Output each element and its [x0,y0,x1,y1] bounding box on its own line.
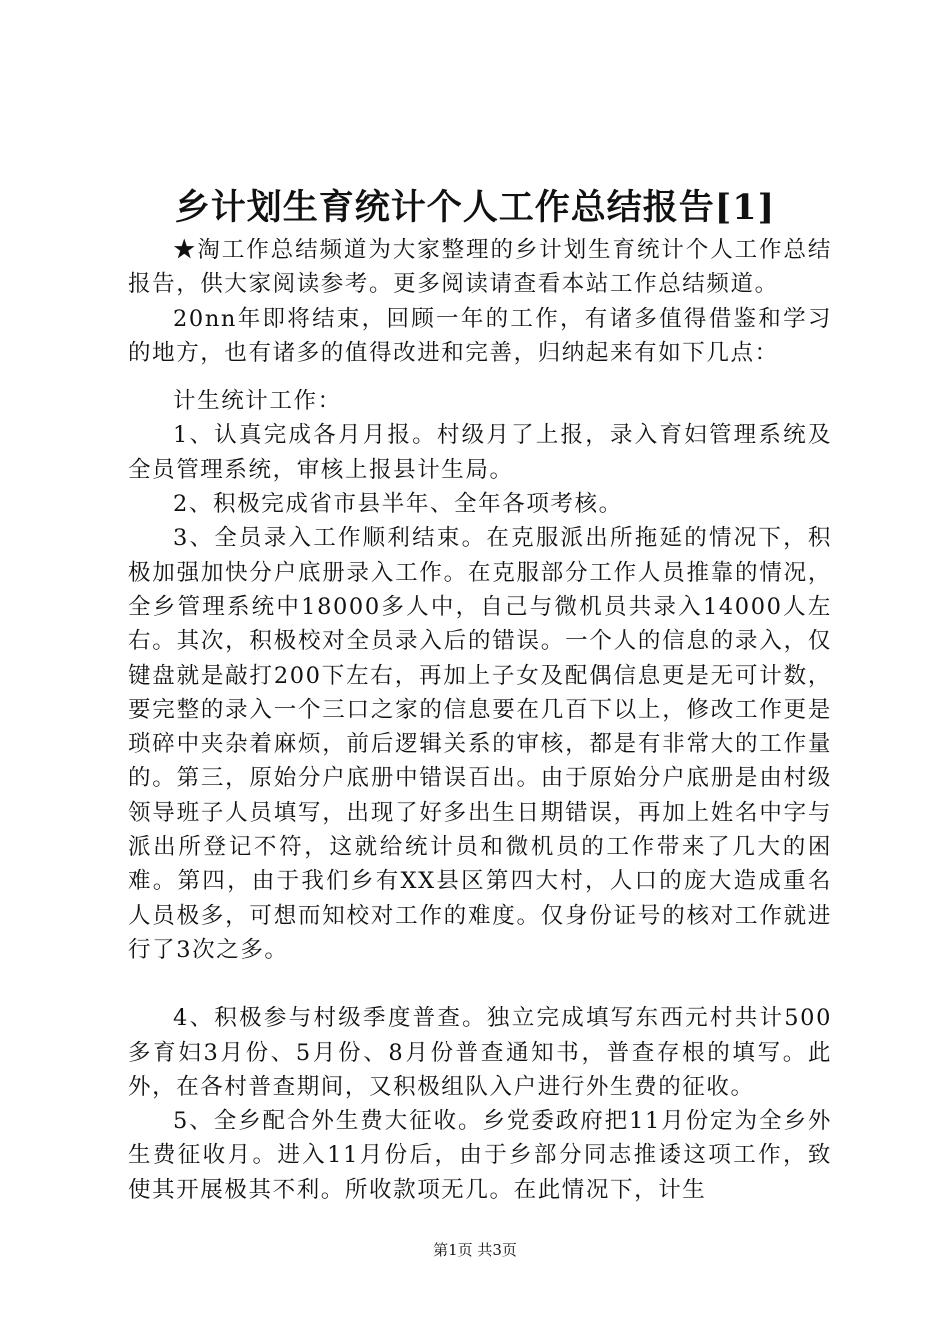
paragraph-intro: ★淘工作总结频道为大家整理的乡计划生育统计个人工作总结报告，供大家阅读参考。更多阅读请查看本站工作总结频道。 [128,237,832,298]
document-title: 乡计划生育统计个人工作总结报告[1] [174,187,776,228]
list-item-5: 5、全乡配合外生费大征收。乡党委政府把11月份定为全乡外生费征收月。进入11月份后，由于乡部分同志推诿这项工作，致使其开展极其不利。所收款项无几。在此情况下，计生 [128,1108,832,1203]
page-footer: 第1页 共3页 [433,1241,517,1259]
list-item-3: 3、全员录入工作顺利结束。在克服派出所拖延的情况下，积极加强加快分户底册录入工作。在克服部分工作人员推靠的情况，全乡管理系统中18000多人中，自己与微机员共录入14000人左右。其次，积极校对全员录入后的错误。一个人的信息的录入，仅键盘就是敲打200下左右，再加上子女及配偶信息更是无可计数，要完整的录入一个三口之家的信息要在几百下以上，修改工作更是琐碎中夹杂着麻烦，前后逻辑关系的审核，都是有非常大的工作量的。第三，原始分户底册中错误百出。由于原始分户底册是由村级领导班子人员填写，出现了好多出生日期错误，再加上姓名中字与派出所登记不符，这就给统计员和微机员的工作带来了几大的困难。第四，由于我们乡有XX县区第四大村，人口的庞大造成重名人员极多，可想而知校对工作的难度。仅身份证号的核对工作就进行了3次之多。 [128,525,832,963]
list-item-1: 1、认真完成各月月报。村级月了上报，录入育妇管理系统及全员管理系统，审核上报县计生局。 [128,422,832,483]
section-heading: 计生统计工作： [173,388,342,415]
document-body [128,233,832,1207]
list-item-4: 4、积极参与村级季度普查。独立完成填写东西元村共计500多育妇3月份、5月份、8月份普查通知书，普查存根的填写。此外，在各村普查期间，又积极组队入户进行外生费的征收。 [128,1005,832,1100]
list-item-2: 2、积极完成省市县半年、全年各项考核。 [173,491,623,518]
paragraph-review: 20nn年即将结束，回顾一年的工作，有诸多值得借鉴和学习的地方，也有诸多的值得改进和完善，归纳起来有如下几点： [128,305,832,366]
